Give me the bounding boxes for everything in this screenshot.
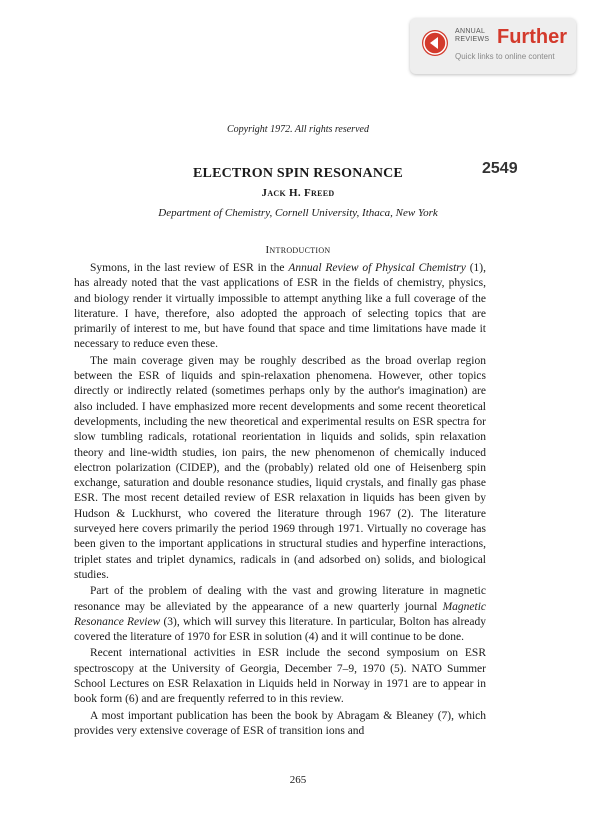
section-heading: Introduction (265, 244, 331, 256)
article-body (74, 261, 486, 739)
paragraph: The main coverage given may be roughly described as the broad overlap region between the ESR of liquids and spin-relaxation phenomena. However, other topics directly or indirectly related (sometimes perhaps only by the author's imagination) are also included. I have emphasized more recent developments and some recent theoretical developments, including the new theoretical and experimental results on ESR spectra for slow tumbling radicals, rotational reorientation in liquids and solids, spin relaxation theory and line-width studies, ion pairs, the new phenomenon of chemically induced electron polarization (CIDEP), and the (probably) related old one of Heisenberg spin exchange, saturation and double resonance studies, liquid crystals, and finally gas phase ESR. The most recent detailed review of ESR relaxation in liquids has been given by Hudson & Luckhurst, who covered the literature through 1967 (2). The literature surveyed here covers primarily the period 1969 through 1971. Virtually no coverage has been given to the important applications in structural studies and hyperfine interactions, triplet states and triplet dynamics, radicals in (and adsorbed on) solids, and biological studies. (74, 354, 486, 581)
back-arrow-icon (422, 30, 448, 56)
copyright-notice: Copyright 1972. All rights reserved (227, 124, 369, 135)
banner-tagline: Quick links to online content (455, 52, 555, 61)
annual-reviews-logo-text: ANNUAL REVIEWS (455, 28, 490, 43)
further-banner[interactable] (410, 18, 576, 74)
article-title: ELECTRON SPIN RESONANCE (193, 166, 403, 181)
author-name: Jack H. Freed (261, 187, 335, 199)
paragraph: A most important publication has been the book by Abragam & Bleaney (7), which provides very extensive coverage of ESR of transition ions and (74, 709, 486, 737)
paragraph: Symons, in the last review of ESR in the Annual Review of Physical Chemistry (1), has already noted that the vast applications of ESR in the fields of chemistry, physics, and biology render it virtually impossible to attempt anything like a full coverage of the literature. I have, therefore, also adopted the approach of selecting topics that are primarily of interest to me, but have found that space and time limitations have made it necessary to reduce even these. (74, 262, 486, 351)
document-number: 2549 (482, 160, 518, 177)
further-label: Further (497, 26, 567, 48)
page-number: 265 (289, 774, 307, 786)
author-affiliation: Department of Chemistry, Cornell University, Ithaca, New York (158, 207, 438, 219)
paragraph: Part of the problem of dealing with the vast and growing literature in magnetic resonance may be alleviated by the appearance of a new quarterly journal Magnetic Resonance Review (3), which will survey this literature. In particular, Bolton has already covered the literature of 1970 for ESR in solution (4) and it will continue to be done. (74, 585, 486, 644)
paragraph: Recent international activities in ESR include the second symposium on ESR spectroscopy at the University of Georgia, December 7–9, 1970 (5). NATO Summer School Lectures on ESR Relaxation in Liquids held in Norway in 1971 are to appear in book form (6) and are frequently referred to in this review. (74, 647, 486, 706)
